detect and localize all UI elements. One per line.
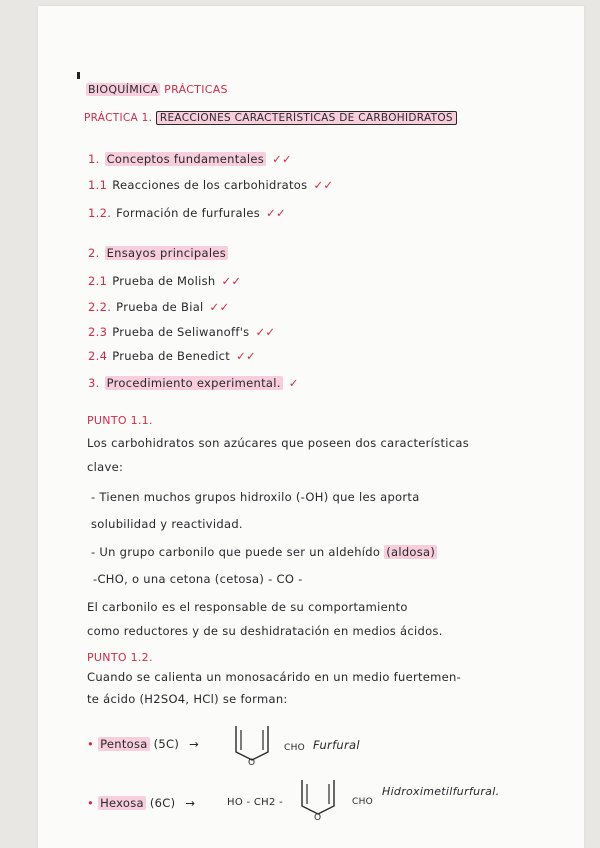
punto-1-2-line2: te ácido (H2SO4, HCl) se forman:: [87, 692, 288, 706]
check-icon: ✓: [288, 376, 299, 390]
outline-item: [88, 206, 286, 220]
hexosa-label: Hexosa: [100, 796, 144, 810]
pentosa-cho: CHO: [284, 743, 306, 753]
bullet-dot: •: [87, 737, 95, 751]
bullet1-line1: - Tienen muchos grupos hidroxilo (-OH) que les aporta: [91, 490, 420, 504]
bullet-dot: •: [87, 796, 95, 810]
outline-item-text: Prueba de Bial: [116, 300, 204, 314]
punto-1-1-heading: PUNTO 1.1.: [87, 414, 153, 427]
outline-item: [88, 274, 241, 288]
punto-1-1-intro-line1: Los carbohidratos son azúcares que poseen dos características: [87, 436, 470, 450]
outline-item: [88, 325, 275, 339]
margin-mark: [77, 72, 80, 79]
outline-item: [88, 300, 229, 314]
check-icon: ✓✓: [266, 206, 286, 220]
outline-item-text: Prueba de Benedict: [112, 349, 231, 363]
bullet2-line2: -CHO, o una cetona (cetosa) - CO -: [93, 572, 303, 586]
outline-item: [88, 178, 333, 192]
notebook-page: [38, 6, 584, 848]
ring-o-label: O: [314, 813, 322, 822]
pentosa-product: Furfural: [313, 738, 360, 752]
aldosa-highlight: (aldosa): [386, 545, 436, 559]
bullet1-line2: solubilidad y reactividad.: [91, 517, 243, 531]
outline-item-text: Ensayos principales: [106, 246, 226, 260]
check-icon: ✓✓: [272, 152, 292, 166]
pentosa-carbons: (5C): [153, 737, 180, 751]
outline-item-number: 3.: [88, 376, 100, 390]
punto-1-2-line1: Cuando se calienta un monosacárido en un medio fuertemen-: [87, 670, 462, 684]
check-icon: ✓✓: [255, 325, 276, 339]
outline-item-number: 1.1: [88, 178, 108, 192]
outline-item: [88, 152, 292, 166]
outline-item-number: 2.: [88, 246, 100, 260]
outline-item: [88, 349, 256, 363]
check-icon: ✓✓: [209, 300, 230, 314]
pentosa-row: [87, 737, 199, 751]
hmf-ring: [294, 776, 354, 822]
hexosa-cho: CHO: [352, 797, 374, 807]
para-line1: El carbonilo es el responsable de su comportamiento: [87, 600, 408, 614]
para-line2: como reductores y de su deshidratación en medios ácidos.: [87, 624, 443, 638]
hexosa-prefix: HO - CH2 -: [227, 797, 284, 808]
outline-item-text: Procedimiento experimental.: [106, 376, 281, 390]
bullet2-line1: [91, 545, 437, 559]
outline-item: [88, 376, 299, 390]
check-icon: ✓✓: [313, 178, 334, 192]
pentosa-label: Pentosa: [100, 737, 148, 751]
check-icon: ✓✓: [221, 274, 242, 288]
outline-item-number: 2.2.: [88, 300, 112, 314]
hexosa-carbons: (6C): [149, 796, 176, 810]
ring-o-label: O: [248, 758, 256, 766]
hexosa-row: [87, 796, 195, 810]
practice-heading: [84, 112, 457, 124]
subject-label: BIOQUÍMICA: [88, 83, 159, 96]
outline-item-number: 2.3: [88, 325, 108, 339]
outline-item-text: Prueba de Molish: [112, 274, 216, 288]
outline-item-number: 2.1: [88, 274, 108, 288]
section-label: PRÁCTICAS: [164, 83, 228, 96]
punto-1-1-intro-line2: clave:: [87, 460, 124, 474]
practice-title: REACCIONES CARACTERÍSTICAS DE CARBOHIDRATOS: [156, 111, 457, 125]
subject-title: [86, 83, 228, 96]
outline-item-text: Formación de furfurales: [116, 206, 261, 220]
furfural-ring: [228, 722, 288, 766]
hexosa-product: Hidroximetilfurfural.: [382, 785, 500, 798]
check-icon: ✓✓: [236, 349, 256, 363]
outline-item-text: Reacciones de los carbohidratos: [112, 178, 308, 192]
outline-item-text: Conceptos fundamentales: [106, 152, 265, 166]
outline-item-number: 1.2.: [88, 206, 112, 220]
bullet2-text: - Un grupo carbonilo que puede ser un aldehído: [91, 545, 381, 559]
outline-item: [88, 246, 234, 260]
pentosa-arrow: →: [189, 737, 200, 751]
outline-item-number: 2.4: [88, 349, 108, 363]
punto-1-2-heading: PUNTO 1.2.: [87, 651, 153, 664]
outline-item-number: 1.: [88, 152, 100, 166]
hexosa-arrow: →: [185, 796, 196, 810]
practice-label: PRÁCTICA 1.: [84, 112, 153, 124]
outline-item-text: Prueba de Seliwanoff's: [112, 325, 250, 339]
